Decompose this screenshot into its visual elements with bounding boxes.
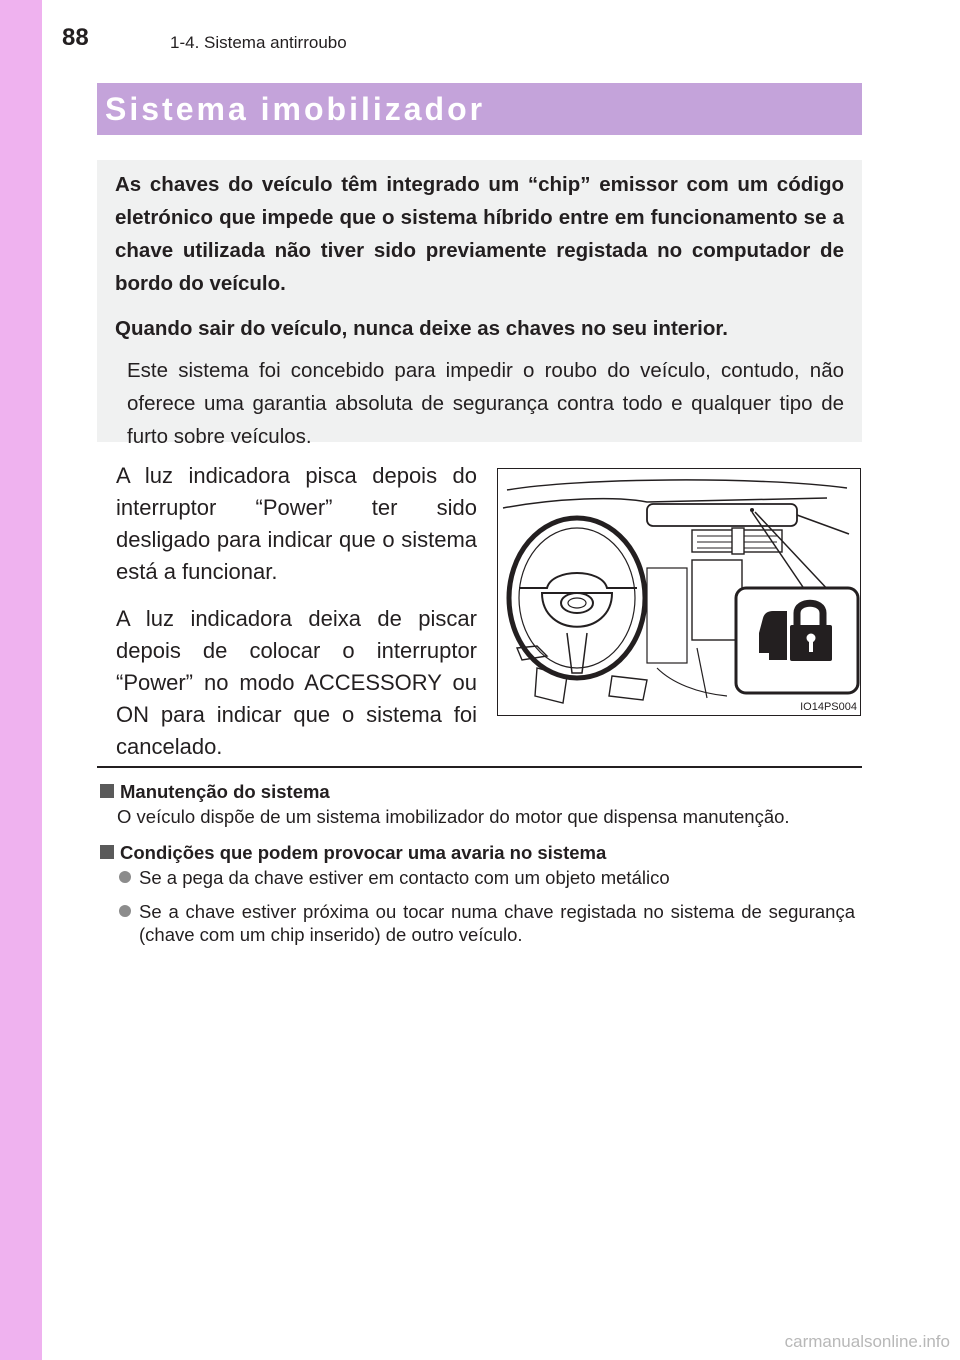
square-bullet-icon <box>100 784 114 798</box>
list-item <box>117 866 855 889</box>
chapter-side-tab <box>0 0 42 1360</box>
maintenance-text: O veículo dispõe de um sistema imobilizador do motor que dispensa manutenção. <box>117 806 790 827</box>
list-item <box>117 900 855 946</box>
intro-box <box>97 160 862 448</box>
maintenance-heading <box>97 779 855 805</box>
section-title-bar <box>97 83 862 135</box>
section-divider <box>97 766 862 768</box>
indicator-paragraph-2: A luz indicadora deixa de piscar depois de colocar o interruptor “Power” no modo ACCESSORY ou ON para indicar que o sistema foi cancelado. <box>116 606 477 759</box>
condition-text: Se a pega da chave estiver em contacto com um objeto metálico <box>139 867 670 888</box>
intro-warning: Quando sair do veículo, nunca deixe as chaves no seu interior. <box>115 317 728 340</box>
dashboard-illustration <box>497 468 861 716</box>
immobilizer-car-lock-icon <box>759 603 832 661</box>
indicator-paragraph-1: A luz indicadora pisca depois do interruptor “Power” ter sido desligado para indicar que o sistema está a funcionar. <box>116 463 477 584</box>
conditions-heading <box>97 840 855 866</box>
page-number: 88 <box>62 24 89 51</box>
intro-bold-text: As chaves do veículo têm integrado um “chip” emissor com um código eletrónico que impede que o sistema híbrido entre em funcionamento se a chave utilizada não tiver sido previamente registada no computador de bordo do veículo. <box>115 173 844 295</box>
condition-text: Se a chave estiver próxima ou tocar numa chave registada no sistema de segurança (chave com um chip inserido) de outro veículo. <box>139 901 855 945</box>
maintenance-title: Manutenção do sistema <box>120 781 330 802</box>
square-bullet-icon <box>100 845 114 859</box>
watermark: carmanualsonline.info <box>784 1332 950 1351</box>
round-bullet-icon <box>119 871 131 883</box>
indicator-light-icon <box>750 508 754 512</box>
body-text-column <box>116 460 477 778</box>
breadcrumb: 1-4. Sistema antirroubo <box>170 33 347 52</box>
section-title: Sistema imobilizador <box>105 90 486 127</box>
figure-code: IO14PS004 <box>800 701 857 713</box>
intro-note: Este sistema foi concebido para impedir o roubo do veículo, contudo, não oferece uma garantia absoluta de segurança contra todo e qualquer tipo de furto sobre veículos. <box>127 359 844 448</box>
round-bullet-icon <box>119 905 131 917</box>
conditions-title: Condições que podem provocar uma avaria no sistema <box>120 842 607 863</box>
dashboard-drawing <box>497 468 861 716</box>
notes-section <box>97 779 855 957</box>
